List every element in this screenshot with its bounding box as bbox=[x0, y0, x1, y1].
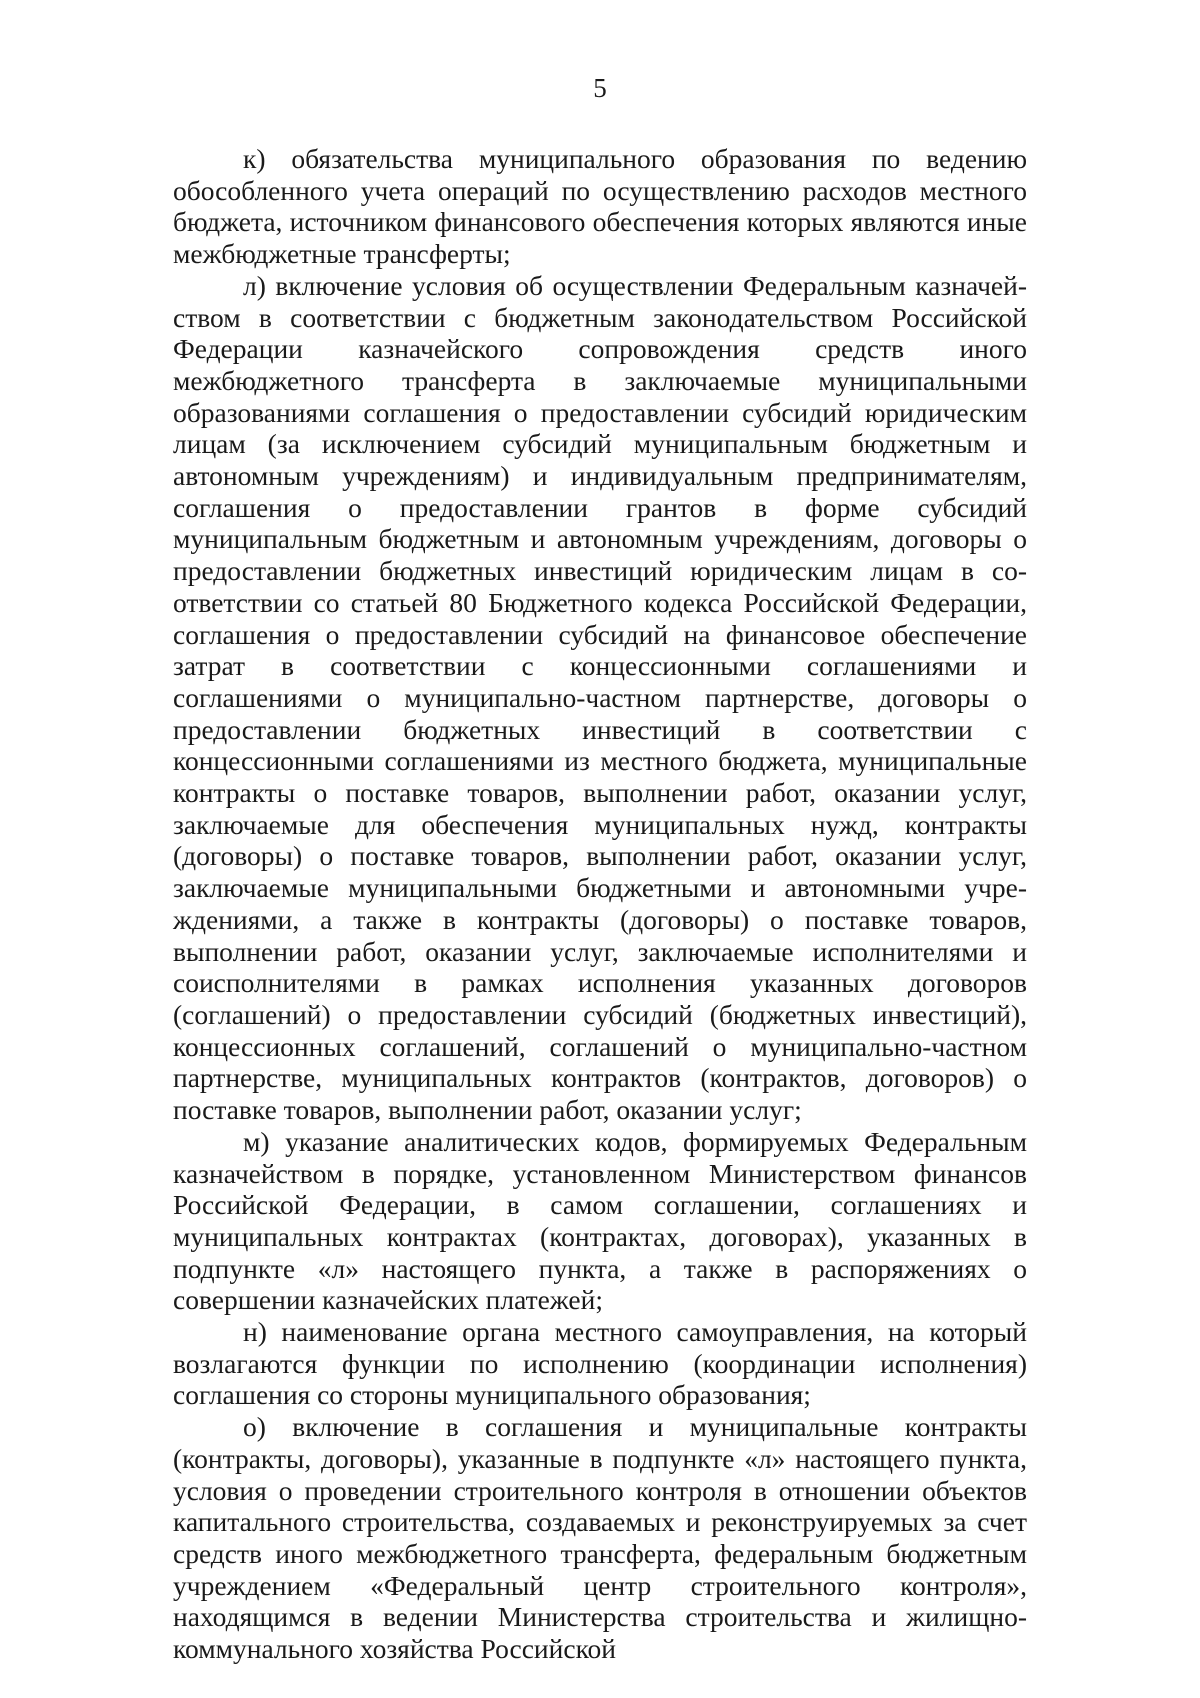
page-number: 5 bbox=[593, 73, 607, 103]
paragraph-m: м) указание аналитических кодов, формируемых Федеральным казначейством в порядке, установленном Министерством финансов Российской Федерации, в самом соглашении, соглашениях и муниципальных контрактах (контрактах, договорах), указанных в подпункте «л» настоящего пункта, а также в распоряжениях о совершении казначейских платежей; bbox=[173, 1125, 1027, 1316]
document-body bbox=[173, 143, 1027, 1665]
paragraph-o: о) включение в соглашения и муниципальные контракты (контракты, договоры), указанные в подпункте «л» настоящего пункта, условия о проведении строительного контроля в отношении объектов капитального строительства, создаваемых и реконструируемых за счет средств иного межбюджетного трансферта, федеральным бюджетным учреждением «Федеральный центр строительного контроля», находящимся в ведении Министерства строительства и жилищно-коммунального хозяйства Российской bbox=[173, 1411, 1027, 1665]
paragraph-k: к) обязательства муниципального образования по ведению обособленного учета операций по осуществлению расходов местного бюджета, источником финансового обеспечения которых являются иные межбюджетные трансферты; bbox=[173, 143, 1027, 270]
paragraph-n: н) наименование органа местного самоуправления, на который возлагаются функции по исполнению (координации исполнения) соглашения со стороны муниципального образования; bbox=[173, 1316, 1027, 1411]
paragraph-l: л) включение условия об осуществлении Федеральным казначейством в соответствии с бюджетным законодательством Российской Федерации казначейского сопровождения средств иного межбюджетного трансферта в заключаемые муниципальными образованиями соглашения о предоставлении субсидий юридическим лицам (за исключением субсидий муниципальным бюджетным и автономным учреждениям) и индивидуальным предпринимателям, соглашения о предоставлении грантов в форме субсидий муниципальным бюджетным и автономным учреждениям, договоры о предоставлении бюджетных инвестиций юридическим лицам в соответствии со статьей 80 Бюджетного кодекса Российской Федерации, соглашения о предоставлении субсидий на финансовое обеспечение затрат в соответствии с концессионными соглашениями и соглашениями о муниципально-частном партнерстве, договоры о предоставлении бюджетных инвестиций в соответствии с концессионными соглашениями из местного бюджета, муниципальные контракты о поставке товаров, выполнении работ, оказании услуг, заключаемые для обеспечения муниципальных нужд, контракты (договоры) о поставке товаров, выполнении работ, оказании услуг, заключаемые муниципальными бюджетными и автономными учреждениями, а также в контракты (договоры) о поставке товаров, выполнении работ, оказании услуг, заключаемые исполнителями и соисполнителями в рамках исполнения указанных договоров (соглашений) о предоставлении субсидий (бюджетных инвестиций), концессионных соглашений, соглашений о муниципально-частном партнерстве, муниципальных контрактов (контрактов, договоров) о поставке товаров, выполнении работ, оказании услуг; bbox=[173, 269, 1027, 1126]
